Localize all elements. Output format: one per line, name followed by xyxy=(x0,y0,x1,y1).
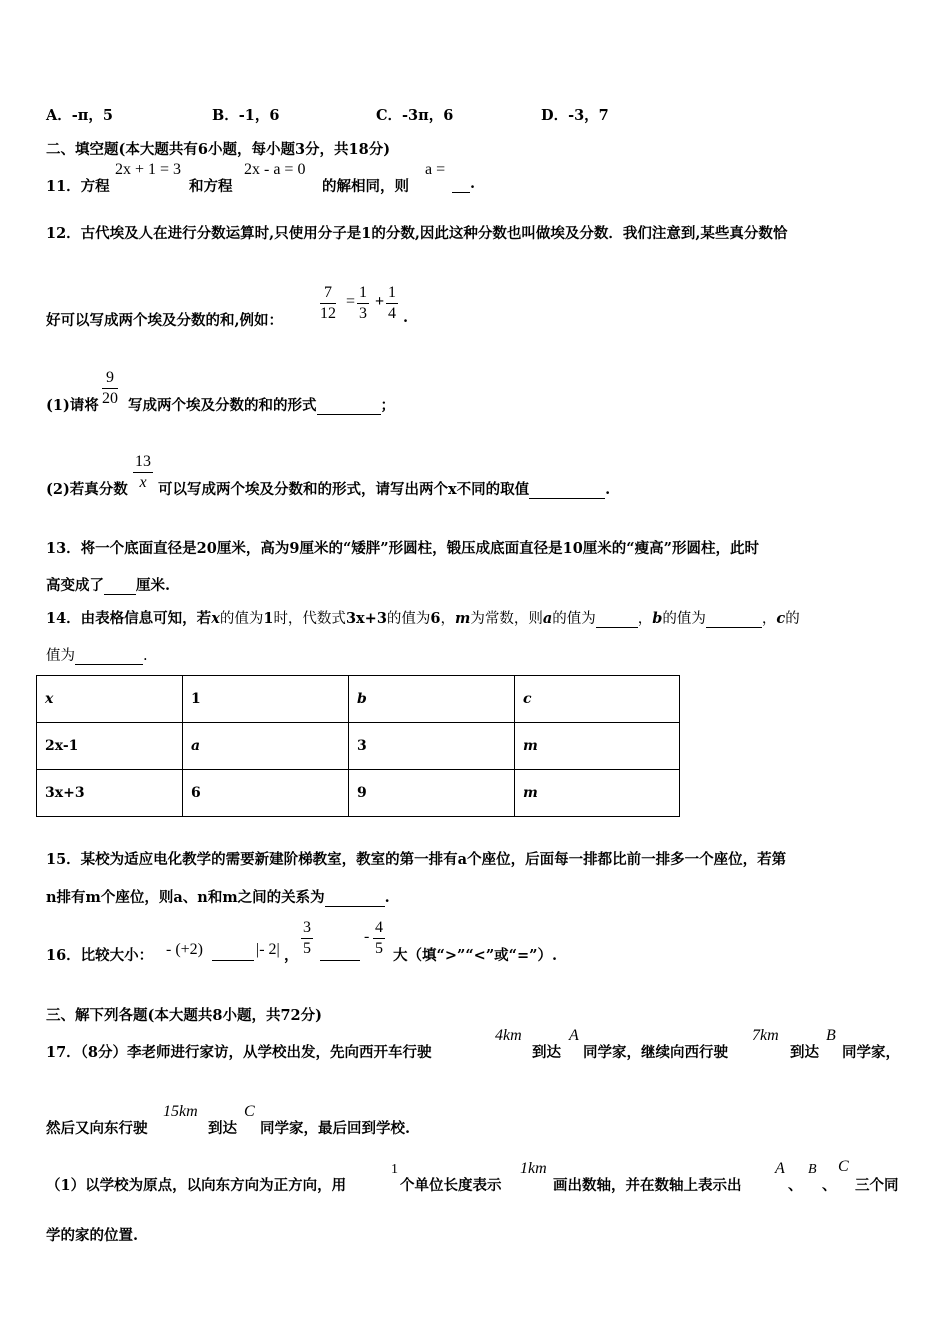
question-12-example-end: . xyxy=(403,309,409,326)
unit-1km: 1km xyxy=(520,1160,547,1177)
question-15-blank[interactable] xyxy=(325,889,385,907)
question-16-suffix: 大（填“>”“<”或“=”）. xyxy=(393,947,558,964)
question-12-part-1-prefix: (1)请将 xyxy=(46,397,99,414)
table-cell: m xyxy=(515,770,680,817)
question-17-line-1-b: 到达 xyxy=(532,1044,561,1061)
question-11-suffix: 的解相同，则 xyxy=(322,178,409,195)
question-11-variable: a = xyxy=(425,161,446,178)
fraction-1-4: $\frac{1}{4}$ xyxy=(388,284,396,322)
question-17-part-1-c: 画出数轴，并在数轴上表示出 xyxy=(553,1177,742,1194)
fraction-3-5: $\frac{3}{5}$ xyxy=(303,919,311,957)
axis-point-a: A xyxy=(775,1160,785,1177)
table-cell: 1 xyxy=(183,676,349,723)
question-17-line-2-b: 到达 xyxy=(208,1120,237,1137)
question-16-negative-sign: - xyxy=(364,928,370,945)
table-cell: c xyxy=(515,676,680,723)
table-cell: 6 xyxy=(183,770,349,817)
table-row xyxy=(37,723,680,770)
question-17-part-1-d: 三个同 xyxy=(855,1177,899,1194)
table-cell: 3x+3 xyxy=(37,770,183,817)
point-c-label: C xyxy=(244,1103,255,1120)
question-12-part-1-blank[interactable] xyxy=(317,397,381,415)
value-table xyxy=(36,675,680,817)
question-14-blank-b[interactable] xyxy=(706,611,762,628)
question-12-part-2-blank[interactable] xyxy=(529,481,605,499)
fraction-13-x: $\frac{13}{x}$ xyxy=(135,453,151,491)
question-14-line-2: 值为 . xyxy=(46,648,148,664)
question-15-line-1: 15．某校为适应电化教学的需要新建阶梯教室，教室的第一排有a个座位，后面每一排都比前一排多一个座位，若第 xyxy=(46,851,787,868)
question-16-absolute-value: |- 2| xyxy=(256,941,280,958)
question-16-comma: ， xyxy=(284,947,299,964)
section-heading-fill-in: 二、填空题(本大题共有6小题，每小题3分，共18分) xyxy=(46,141,391,158)
table-cell: a xyxy=(183,723,349,770)
question-12-part-1-suffix: 写成两个埃及分数的和的形式 ； xyxy=(128,397,395,414)
question-11-equation-2: 2x - a = 0 xyxy=(244,161,306,178)
fraction-7-12: $\frac{7}{12}$ xyxy=(320,284,336,322)
separator-1: 、 xyxy=(788,1177,803,1194)
question-17-line-1-d: 到达 xyxy=(790,1044,819,1061)
option-a: A．-π，5 xyxy=(46,107,113,124)
question-17-part-1-e: 学的家的位置. xyxy=(46,1227,139,1244)
option-b: B．-1，6 xyxy=(212,107,280,124)
axis-point-c: C xyxy=(838,1158,849,1175)
table-cell: b xyxy=(349,676,515,723)
question-17-line-2-a: 然后又向东行驶 xyxy=(46,1120,148,1137)
table-cell: 2x-1 xyxy=(37,723,183,770)
question-12-line-1: 12．古代埃及人在进行分数运算时,只使用分子是1的分数,因此这种分数也叫做埃及分数．我们注意到,某些真分数恰 xyxy=(46,225,788,242)
question-11-mid: 和方程 xyxy=(189,178,233,195)
question-17-line-1-a: 17．（8分）李老师进行家访，从学校出发，先向西开车行驶 xyxy=(46,1044,432,1061)
option-d: D．-3，7 xyxy=(541,107,609,124)
question-14-blank-a[interactable] xyxy=(596,611,638,628)
separator-2: 、 xyxy=(822,1177,837,1194)
question-17-line-1-e: 同学家， xyxy=(842,1044,900,1061)
question-16-prefix: 16．比较大小： xyxy=(46,947,154,964)
table-cell: 3 xyxy=(349,723,515,770)
question-11-prefix: 11．方程 xyxy=(46,178,110,195)
table-cell: x xyxy=(37,676,183,723)
question-17-line-2-c: 同学家，最后回到学校. xyxy=(260,1120,411,1137)
point-a-label: A xyxy=(569,1027,579,1044)
question-17-part-1-b: 个单位长度表示 xyxy=(400,1177,502,1194)
question-11-answer-blank[interactable]: . xyxy=(452,175,475,193)
distance-4km: 4km xyxy=(495,1027,522,1044)
plus-sign: + xyxy=(375,293,385,310)
equals-sign: = xyxy=(346,293,356,310)
question-15-line-2: n排有m个座位，则a、n和m之间的关系为 . xyxy=(46,889,390,906)
option-c: C．-3π，6 xyxy=(376,107,454,124)
question-14-line-1: 14．由表格信息可知，若x的值为1时，代数式3x+3的值为6，m为常数，则a的值为 ，b的值为 ，c的 xyxy=(46,610,800,627)
question-16-expression-1: - (+2) xyxy=(166,941,204,958)
point-b-label: B xyxy=(826,1027,836,1044)
fraction-4-5: $\frac{4}{5}$ xyxy=(375,919,383,957)
fraction-9-20: $\frac{9}{20}$ xyxy=(102,369,118,407)
question-13-line-2: 高变成了 厘米. xyxy=(46,577,171,594)
section-heading-solve: 三、解下列各题(本大题共8小题，共72分) xyxy=(46,1007,322,1024)
unit-count: 1 xyxy=(391,1162,398,1177)
question-11-equation-1: 2x + 1 = 3 xyxy=(115,161,182,178)
question-16-blank-1[interactable] xyxy=(212,944,254,961)
question-12-part-2-suffix: 可以写成两个埃及分数和的形式，请写出两个x不同的取值 . xyxy=(158,481,611,498)
distance-7km: 7km xyxy=(752,1027,779,1044)
question-17-line-1-c: 同学家，继续向西行驶 xyxy=(583,1044,728,1061)
question-14-blank-c[interactable] xyxy=(75,648,143,665)
axis-point-b: B xyxy=(808,1162,817,1177)
question-13-blank[interactable] xyxy=(104,577,136,595)
question-17-part-1-a: （1）以学校为原点，以向东方向为正方向，用 xyxy=(46,1177,347,1194)
table-cell: m xyxy=(515,723,680,770)
fraction-1-3: $\frac{1}{3}$ xyxy=(359,284,367,322)
table-row xyxy=(37,676,680,723)
question-13-line-1: 13．将一个底面直径是20厘米，高为9厘米的“矮胖”形圆柱，锻压成底面直径是10厘米的“瘦高”形圆柱，此时 xyxy=(46,540,759,557)
table-row xyxy=(37,770,680,817)
distance-15km: 15km xyxy=(163,1103,198,1120)
question-12-line-2: 好可以写成两个埃及分数的和,例如： xyxy=(46,312,284,329)
question-16-blank-2[interactable] xyxy=(320,944,360,961)
table-cell: 9 xyxy=(349,770,515,817)
question-12-part-2-prefix: (2)若真分数 xyxy=(46,481,128,498)
